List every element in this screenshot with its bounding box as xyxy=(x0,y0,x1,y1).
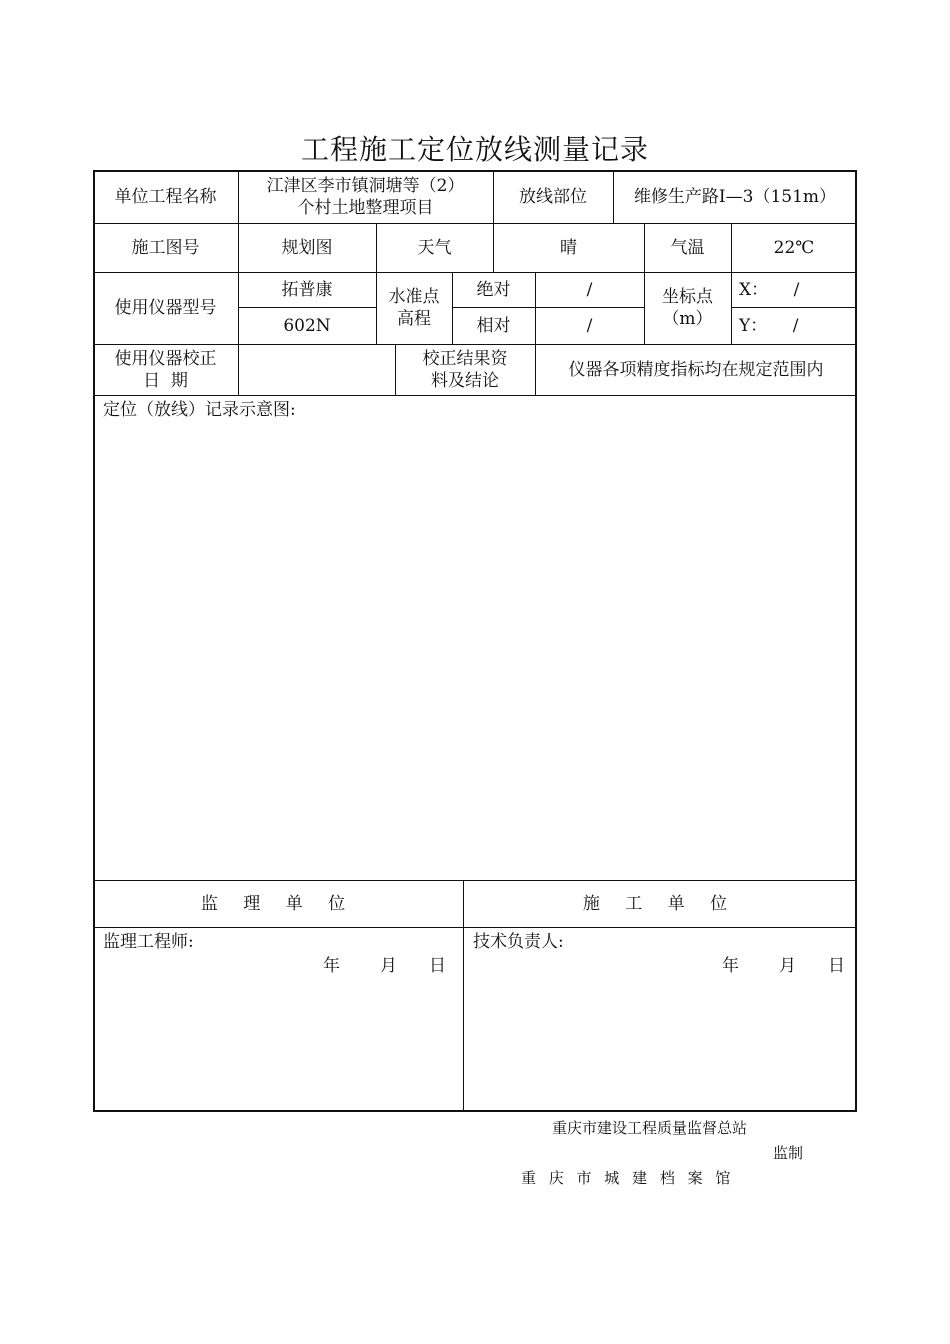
label-calibration-line1: 使用仪器校正 xyxy=(114,348,217,369)
sketch-label: 定位（放线）记录示意图: xyxy=(103,400,296,420)
coordinate-y: Y： / xyxy=(739,315,799,336)
label-coordinate-line1: 坐标点 xyxy=(662,287,713,307)
weather-value: 晴 xyxy=(560,237,577,258)
instrument-model: 602N xyxy=(283,315,331,336)
project-name-line1: 江津区李市镇洞塘等（2） xyxy=(266,175,465,196)
label-weather: 天气 xyxy=(417,237,452,258)
footer-supervise: 监制 xyxy=(773,1144,804,1162)
supervisor-unit-header: 监 理 单 位 xyxy=(200,893,356,914)
page-title: 工程施工定位放线测量记录 xyxy=(300,133,649,166)
tech-lead-label: 技术负责人: xyxy=(473,932,564,952)
construction-date-day: 日 xyxy=(828,956,845,976)
row-divider xyxy=(93,395,857,396)
calibration-date-value xyxy=(238,344,395,395)
label-absolute: 绝对 xyxy=(476,279,511,300)
calibration-result-value: 仪器各项精度指标均在规定范围内 xyxy=(568,359,824,380)
construction-date-month: 月 xyxy=(779,956,796,976)
label-instrument-model: 使用仪器型号 xyxy=(114,298,217,318)
project-name xyxy=(238,170,493,223)
supervisor-date-month: 月 xyxy=(380,956,397,976)
footer-archive: 重 庆 市 城 建 档 案 馆 xyxy=(521,1169,735,1187)
label-calibration-result xyxy=(395,344,535,395)
label-coordinate xyxy=(644,272,731,344)
label-calibration-date xyxy=(93,344,238,395)
label-result-line2: 料及结论 xyxy=(431,370,499,391)
relative-value: / xyxy=(586,315,593,336)
construction-date-year: 年 xyxy=(722,956,739,976)
label-drawing-no: 施工图号 xyxy=(131,237,200,258)
label-relative: 相对 xyxy=(476,315,511,336)
supervisor-engineer-label: 监理工程师: xyxy=(103,932,194,952)
absolute-value: / xyxy=(586,279,593,300)
construction-unit-header: 施 工 单 位 xyxy=(582,893,738,914)
label-coordinate-line2: （m） xyxy=(662,309,713,329)
label-temperature: 气温 xyxy=(670,237,705,258)
project-name-line2: 个村土地整理项目 xyxy=(297,197,434,218)
footer-organization: 重庆市建设工程质量监督总站 xyxy=(552,1119,748,1137)
supervisor-date-year: 年 xyxy=(323,956,340,976)
label-location: 放线部位 xyxy=(519,186,587,207)
location-value: 维修生产路Ⅰ—3（151m） xyxy=(633,186,837,207)
instrument-brand: 拓普康 xyxy=(281,279,333,300)
coordinate-x: X： / xyxy=(739,279,800,300)
label-result-line1: 校正结果资 xyxy=(422,348,508,369)
label-project-name: 单位工程名称 xyxy=(114,186,217,207)
label-benchmark-line1: 水准点 xyxy=(388,287,440,307)
row-divider xyxy=(93,927,857,928)
label-calibration-line2: 日 期 xyxy=(143,370,188,391)
label-benchmark-line2: 高程 xyxy=(397,309,431,329)
temperature-value: 22℃ xyxy=(773,237,815,258)
label-benchmark-elevation xyxy=(376,272,452,344)
supervisor-date-day: 日 xyxy=(429,956,446,976)
drawing-no-value: 规划图 xyxy=(281,237,333,258)
